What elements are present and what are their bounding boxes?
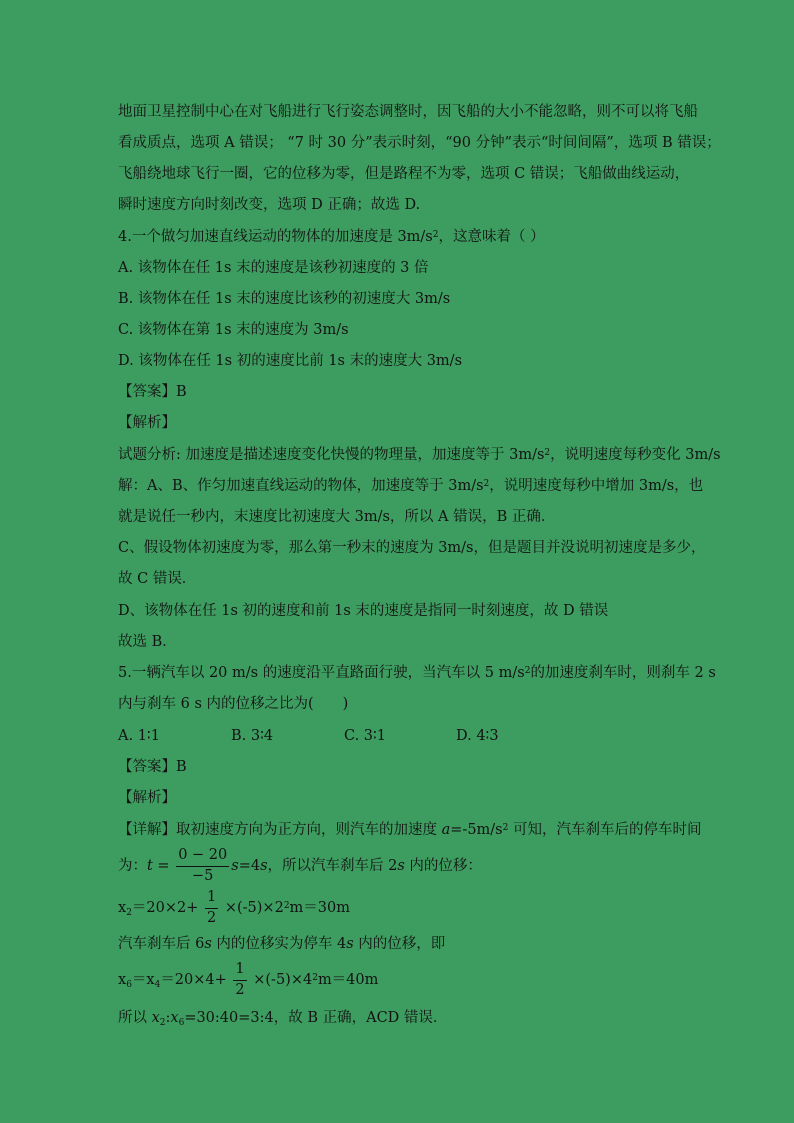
q5-sol-l5-text-a: ＝20×4+ [160, 972, 232, 988]
q4-option-d: D. 该物体在任 1s 初的速度比前 1s 末的速度大 3m/s [118, 353, 463, 369]
q5-solution-line-5 [118, 960, 718, 1000]
q4-analysis-line-7: 故选 B． [118, 634, 177, 650]
q5-sol-l1-text-c: 可知，汽车刹车后的停车时间 [508, 822, 702, 838]
q4-analysis-line-3: 就是说任一秒内，末速度比初速度大 3m/s，所以 A 错误，B 正确． [118, 509, 556, 525]
half-fraction-1-numerator: 1 [205, 889, 218, 908]
q5-sol-l5-text-c: m＝40m [317, 972, 379, 988]
q4-analysis-line-5: 故 C 错误． [118, 571, 197, 587]
q5-sol-l5-eq: ＝ [131, 972, 147, 988]
q5-sol-l6-subscript-2: 6 [178, 1017, 185, 1028]
stop-time-fraction [176, 847, 229, 885]
q4-analysis-l2-text-a: 解：A、B、作匀加速直线运动的物体，加速度等于 3m/s [118, 478, 484, 494]
q5-sol-l2-unit-1: s [231, 858, 239, 874]
q5-sol-l3-text-a: ＝20×2+ [131, 900, 203, 916]
q5-analysis-label: 【解析】 [118, 790, 176, 806]
q5-sol-l5-subscript-2: 4 [154, 979, 161, 990]
q5-sol-l3-x: x [118, 900, 127, 916]
q5-sol-l4-unit-1: s [204, 936, 212, 952]
q4-analysis-l1-text-a: 试题分析: 加速度是描述速度变化快慢的物理量，加速度等于 3m/s [118, 447, 545, 463]
q5-sol-l3-subscript: 2 [126, 907, 132, 918]
stop-time-denominator: −5 [192, 867, 214, 884]
q5-sol-l4-unit-2: s [346, 936, 354, 952]
q5-sol-l3-text-b: ×(-5)×2 [220, 900, 284, 916]
q5-sol-l4-text-b: 内的位移实为停车 4 [211, 936, 347, 952]
prev-analysis-line-4: 瞬时速度方向时刻改变，选项 D 正确；故选 D. [118, 197, 421, 213]
q5-sol-l6-x2: x [170, 1010, 179, 1026]
q5-sol-l6-subscript-1: 2 [159, 1017, 166, 1028]
q5-sol-l5-x1: x [118, 972, 127, 988]
q5-options-row [118, 724, 718, 748]
q5-solution-line-1 [118, 818, 718, 842]
q5-sol-l6-x1: x [151, 1010, 160, 1026]
half-fraction-2 [233, 961, 246, 999]
q5-sol-l2-text-c: ，所以汽车刹车后 2 [267, 858, 398, 874]
q5-sol-l2-unit-3: s [397, 858, 405, 874]
q5-stem-text-b: 的加速度刹车时，则刹车 2 s [530, 665, 716, 681]
q5-sol-l2-text-a: 为： [118, 858, 147, 874]
q4-stem-text-b: ，这意味着（ ） [438, 229, 545, 245]
q4-analysis-l2-exponent: 2 [483, 478, 490, 489]
q5-solution-line-2 [118, 846, 718, 886]
q5-sol-l6-text-a: 所以 [118, 1010, 152, 1026]
q4-stem-exponent: 2 [432, 229, 439, 240]
q5-sol-l2-var-t: t [147, 858, 153, 874]
q5-solution-line-4 [118, 932, 718, 956]
q5-sol-l2-eq: = [152, 858, 175, 874]
q5-sol-l1-text-a: 【详解】取初速度方向为正方向，则汽车的加速度 [118, 822, 442, 838]
q5-sol-l4-text-a: 汽车刹车后 6 [118, 936, 205, 952]
q5-sol-l3-text-c: m＝30m [289, 900, 350, 916]
q5-sol-l6-colon: : [165, 1010, 171, 1026]
q5-option-b: B. 3∶4 [231, 728, 274, 744]
q5-sol-l1-var-a: a [441, 822, 451, 838]
q5-answer: 【答案】B [118, 759, 187, 775]
half-fraction-2-denominator: 2 [235, 981, 245, 998]
prev-analysis-line-3: 飞船绕地球飞行一圈，它的位移为零，但是路程不为零，选项 C 错误；飞船做曲线运动， [118, 166, 690, 182]
q5-stem-exponent: 2 [524, 665, 531, 676]
q4-stem [118, 225, 718, 249]
q4-option-b: B. 该物体在任 1s 末的速度比该秒的初速度大 3m/s [118, 291, 451, 307]
q5-sol-l3-exponent: 2 [283, 900, 290, 911]
q5-stem-line-2: 内与刹车 6 s 内的位移之比为( ) [118, 696, 349, 712]
q4-analysis-line-2 [118, 474, 718, 498]
q5-sol-l5-exponent: 2 [312, 972, 318, 983]
half-fraction-2-numerator: 1 [233, 961, 246, 980]
q5-solution-line-3 [118, 888, 718, 928]
q4-stem-text-a: 4.一个做匀加速直线运动的物体的加速度是 3m/s [118, 229, 433, 245]
q4-answer: 【答案】B [118, 384, 187, 400]
prev-analysis-line-2: 看成质点，选项 A 错误； “7 时 30 分”表示时刻，“90 分钟”表示“时间间隔”，选项 B 错误； [118, 135, 721, 151]
q5-sol-l6-text-b: =30:40=3:4，故 B 正确，ACD 错误． [184, 1010, 448, 1026]
q5-sol-l5-text-b: ×(-5)×4 [248, 972, 313, 988]
q4-analysis-label: 【解析】 [118, 415, 176, 431]
half-fraction-1 [205, 889, 218, 927]
stop-time-numerator: 0 − 20 [176, 847, 229, 866]
q4-analysis-l1-exponent: 2 [544, 447, 551, 458]
q5-sol-l5-x2: x [146, 972, 155, 988]
q4-option-a: A. 该物体在任 1s 末的速度是该秒初速度的 3 倍 [118, 260, 429, 276]
q5-option-c: C. 3∶1 [344, 728, 387, 744]
q4-analysis-l1-text-b: ，说明速度每秒变化 3m/s [550, 447, 721, 463]
q4-option-c: C. 该物体在第 1s 末的速度为 3m/s [118, 322, 349, 338]
q5-sol-l2-text-d: 内的位移： [404, 858, 482, 874]
q5-sol-l1-exponent: 2 [502, 822, 509, 833]
q4-analysis-line-1 [118, 443, 721, 467]
q5-option-d: D. 4∶3 [456, 728, 499, 744]
q5-sol-l2-unit-2: s [260, 858, 268, 874]
q4-analysis-l2-text-b: ，说明速度每秒中增加 3m/s，也 [489, 478, 704, 494]
q4-analysis-line-4: C、假设物体初速度为零，那么第一秒末的速度为 3m/s，但是题目并没说明初速度是多少， [118, 540, 706, 556]
q4-analysis-line-6: D、该物体在任 1s 初的速度和前 1s 末的速度是指同一时刻速度，故 D 错误 [118, 603, 609, 619]
q5-sol-l5-subscript-1: 6 [126, 979, 132, 990]
q5-stem-text-a: 5.一辆汽车以 20 m/s 的速度沿平直路面行驶，当汽车以 5 m/s [118, 665, 525, 681]
q5-sol-l4-text-c: 内的位移，即 [353, 936, 446, 952]
half-fraction-1-denominator: 2 [207, 909, 217, 926]
q5-option-a: A. 1∶1 [118, 728, 160, 744]
q5-stem [118, 661, 718, 685]
prev-analysis-line-1: 地面卫星控制中心在对飞船进行飞行姿态调整时，因飞船的大小不能忽略，则不可以将飞船 [118, 104, 698, 120]
q5-sol-l1-text-b: =-5m/s [450, 822, 503, 838]
q5-solution-line-6 [118, 1006, 718, 1030]
q5-sol-l2-text-b: =4 [238, 858, 261, 874]
